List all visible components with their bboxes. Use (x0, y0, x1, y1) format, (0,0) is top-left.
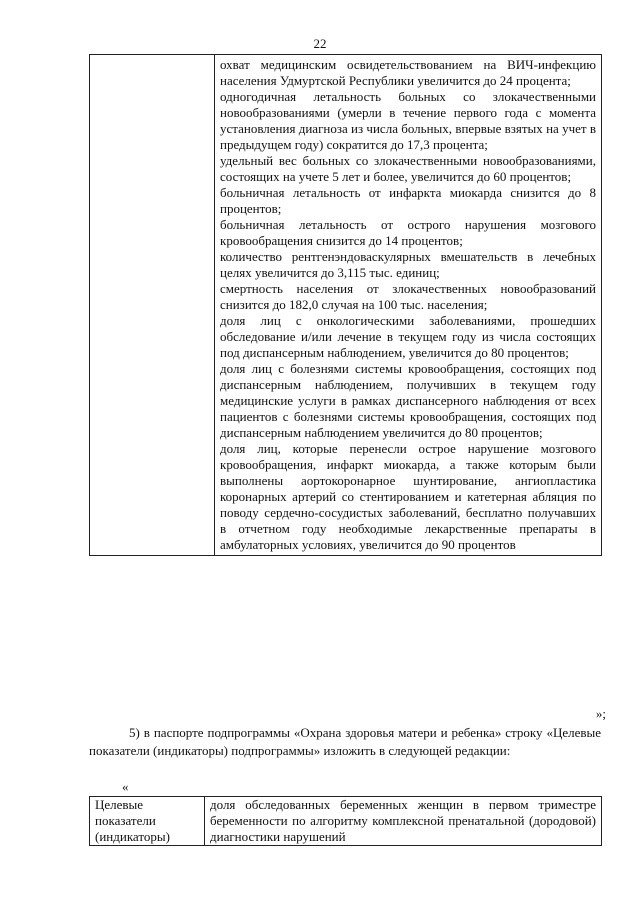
indicator-item: смертность населения от злокачественных новообразований снизится до 182,0 случая на 100 тыс. населения; (220, 281, 596, 312)
opening-quote: « (122, 779, 129, 794)
amendment-paragraph: 5) в паспорте подпрограммы «Охрана здоровья матери и ребенка» строку «Целевые показатели (индикаторы) подпрограммы» изложить в следующей редакции: (89, 725, 601, 758)
indicator-item: количество рентгенэндоваскулярных вмешательств в лечебных целях увеличится до 3,115 тыс. единиц; (220, 249, 596, 280)
page-number: 22 (313, 36, 327, 51)
indicator-item: доля лиц, которые перенесли острое нарушение мозгового кровообращения, инфаркт миокарда, а также которым были выполнены аортокоронарное шунтирование, ангиопластика коронарных артерий со стентированием и катетерная абляция по поводу сердечно-сосудистых заболеваний, бесплатно получавших в отчетном году необходимые лекарственные препараты в амбулаторных условиях, увеличится до 90 процентов (220, 441, 596, 552)
closing-quote: »; (595, 706, 606, 721)
table-left-cell (90, 55, 215, 556)
indicator-item: удельный вес больных со злокачественными новообразованиями, состоящих на учете 5 лет и более, увеличится до 60 процентов; (220, 153, 596, 184)
indicator-item: одногодичная летальность больных со злокачественными новообразованиями (умерли в течение первого года с момента установления диагноза из числа больных, впервые взятых на учет в предыдущем году) сократится до 17,3 процента; (220, 89, 596, 152)
table-row (90, 55, 602, 556)
table-left-cell (90, 797, 205, 846)
table-right-cell (205, 797, 602, 846)
indicator-item: доля лиц с онкологическими заболеваниями, прошедших обследование и/или лечение в текущем году из числа состоящих под диспансерным наблюдением, увеличится до 80 процентов; (220, 313, 596, 360)
indicators-table (89, 54, 602, 556)
row-label: Целевые показатели (индикаторы) (95, 797, 170, 844)
indicator-text: доля обследованных беременных женщин в первом триместре беременности по алгоритму комплексной пренатальной (дородовой) диагностики нарушений (210, 797, 596, 844)
target-indicators-table (89, 796, 602, 846)
table-row (90, 797, 602, 846)
indicator-item: доля лиц с болезнями системы кровообращения, состоящих под диспансерным наблюдением, получивших в текущем году медицинские услуги в рамках диспансерного наблюдения от всех пациентов с болезнями системы кровообращения, состоящих под диспансерным наблюдением увеличится до 80 процентов; (220, 361, 596, 440)
indicator-item: охват медицинским освидетельствованием на ВИЧ-инфекцию населения Удмуртской Республики увеличится до 24 процента; (220, 57, 596, 88)
indicator-item: больничная летальность от инфаркта миокарда снизится до 8 процентов; (220, 185, 596, 216)
indicator-item: больничная летальность от острого нарушения мозгового кровообращения снизится до 14 процентов; (220, 217, 596, 248)
table-right-cell (215, 55, 602, 556)
